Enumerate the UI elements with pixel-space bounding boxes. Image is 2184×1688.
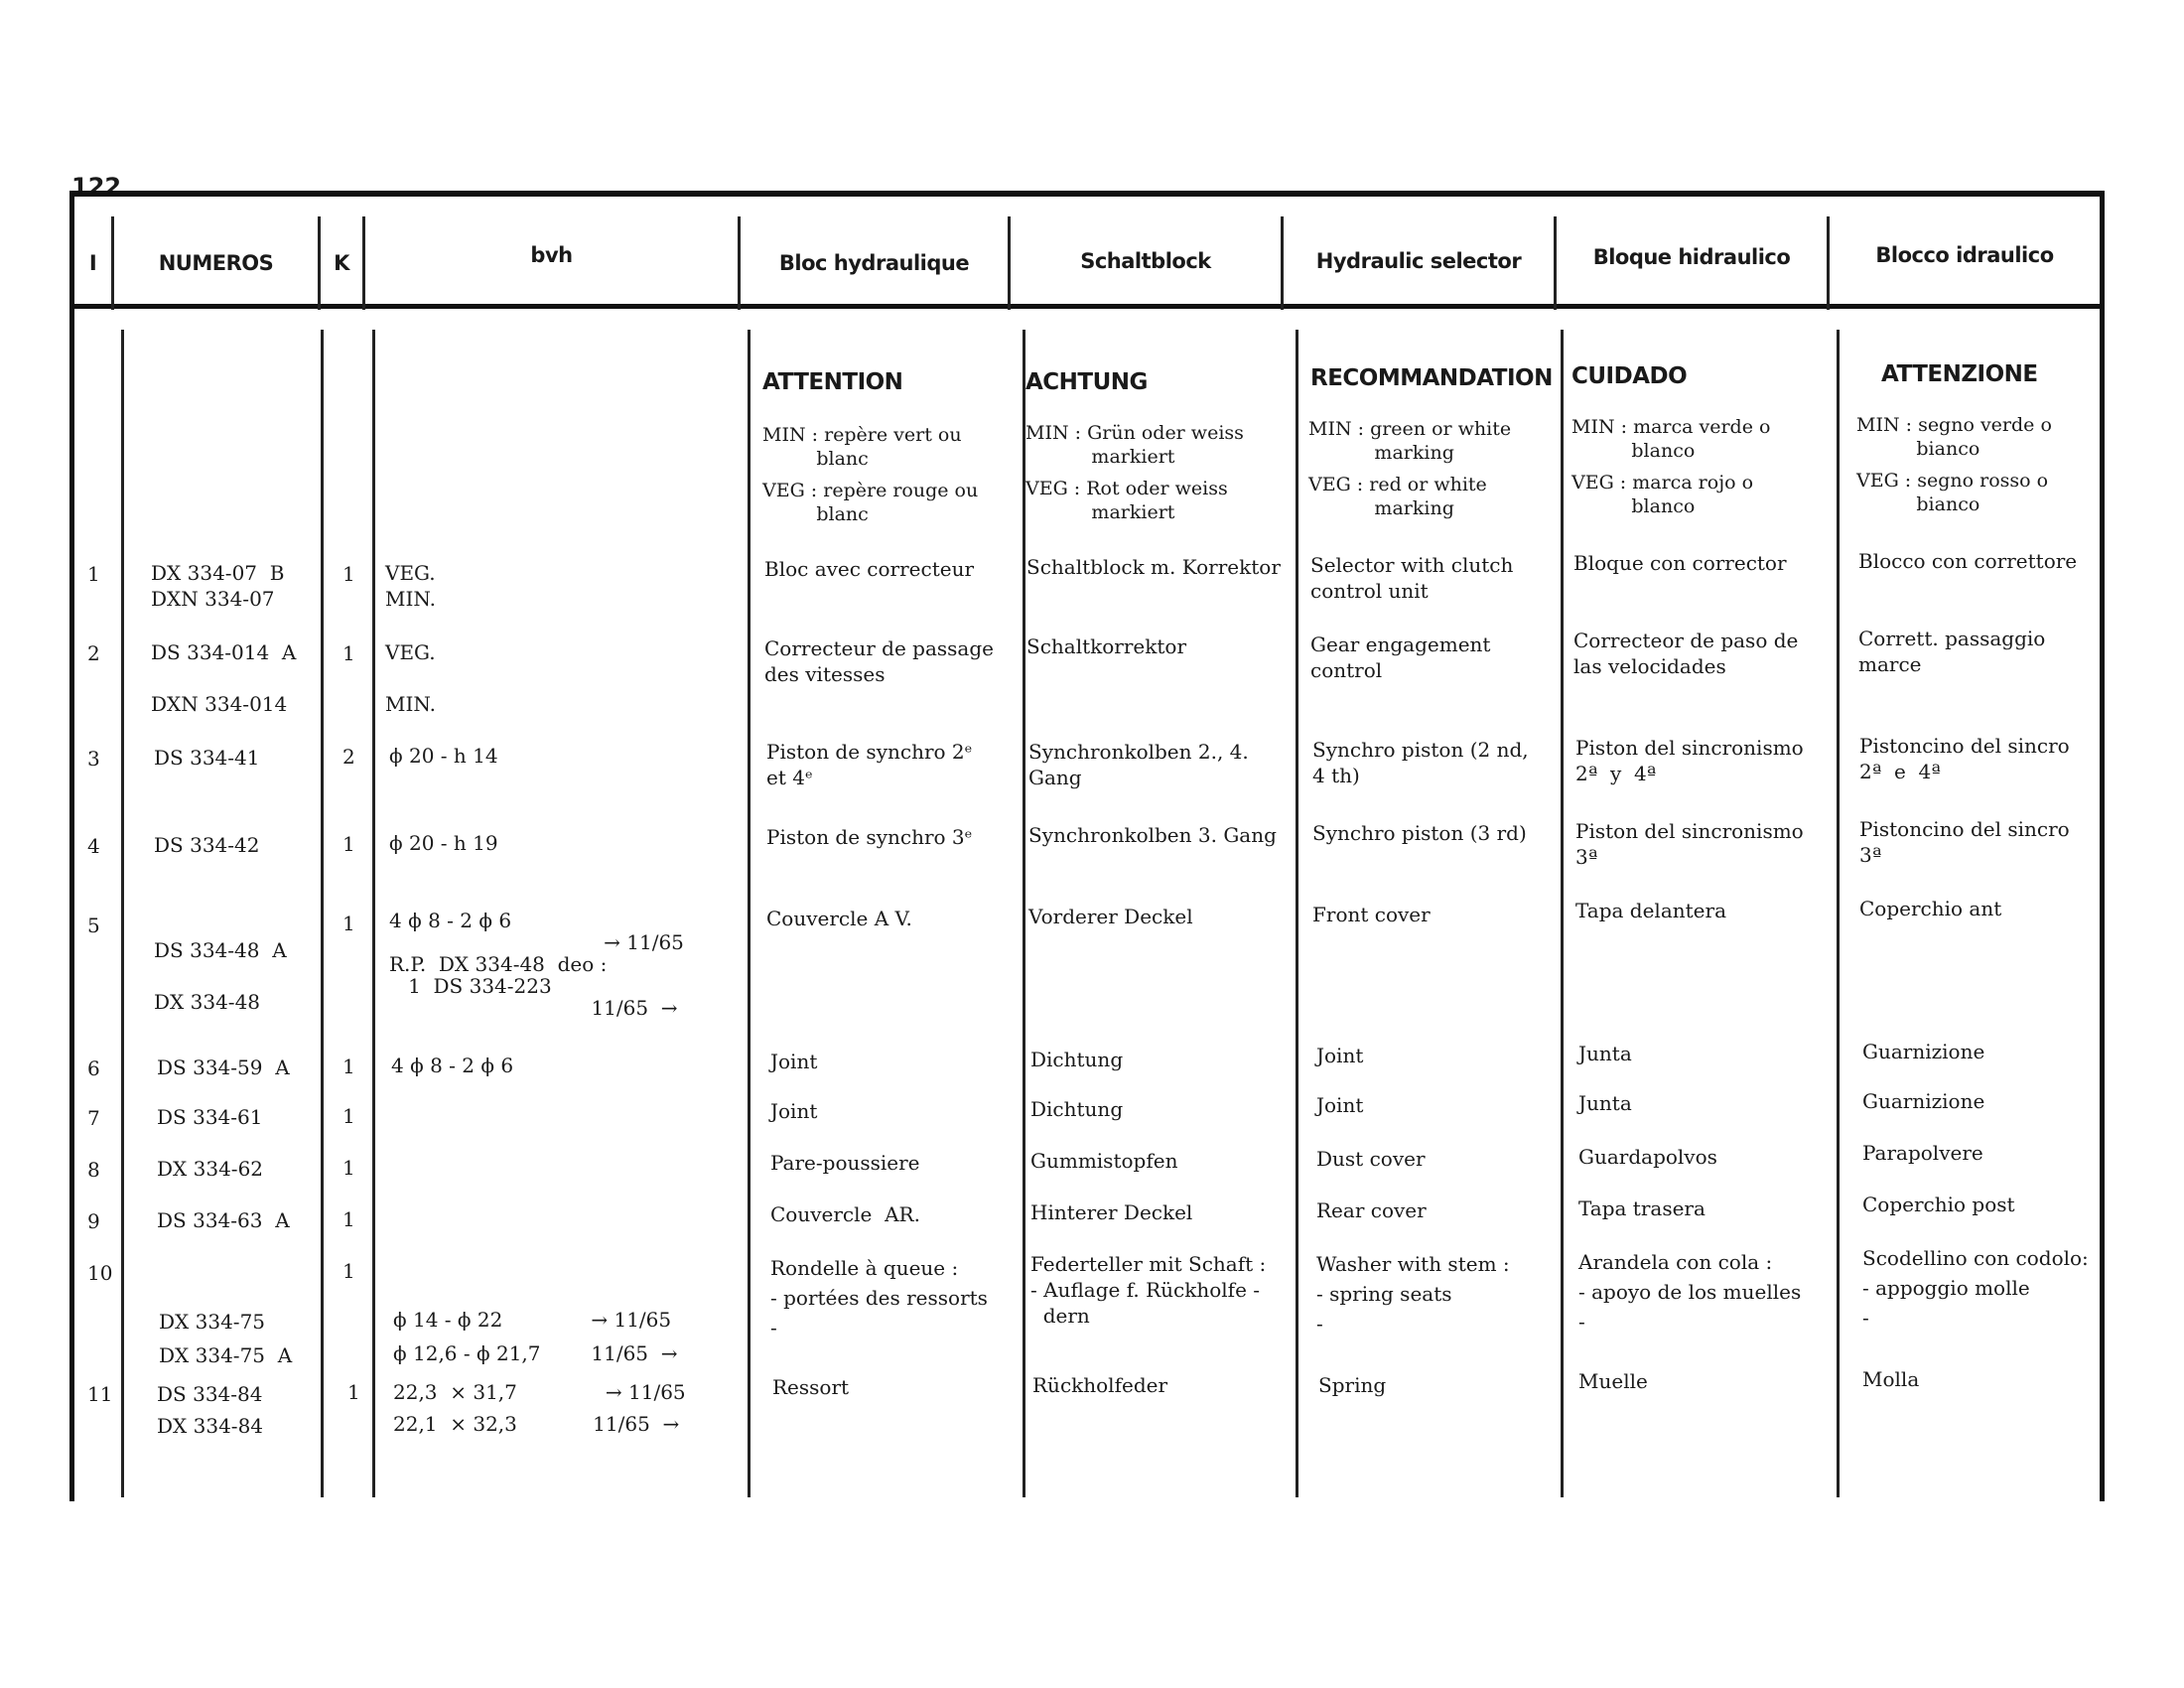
attention-title-de: ACHTUNG	[1025, 369, 1148, 395]
desc-en: Joint	[1316, 1044, 1364, 1067]
desc-fr: Piston de synchro 3ᵉ	[766, 825, 973, 849]
attention-min-it: MIN : segno verde o bianco	[1856, 414, 2052, 460]
page-number: 122	[71, 173, 122, 201]
desc-es: Bloque con corrector	[1573, 551, 1787, 575]
part-number: DS 334-41	[154, 746, 260, 770]
desc-de: Hinterer Deckel	[1030, 1200, 1193, 1224]
column-divider	[321, 330, 324, 1497]
header-es: Bloque hidraulico	[1592, 245, 1791, 269]
part-number: DS 334-61	[157, 1105, 263, 1129]
desc-en: Front cover	[1312, 903, 1431, 926]
desc-it: Blocco con correttore	[1858, 549, 2078, 573]
desc-es: Guardapolvos	[1578, 1145, 1717, 1169]
bvh-value: VEG. MIN.	[385, 561, 436, 611]
header-bvh: bvh	[530, 243, 573, 267]
column-divider	[121, 330, 124, 1497]
bvh-value: ϕ 20 - h 14	[389, 744, 498, 768]
bvh-value: ϕ 20 - h 19	[389, 831, 498, 855]
attention-title-en: RECOMMANDATION	[1310, 365, 1553, 391]
header-it: Blocco idraulico	[1875, 243, 2054, 267]
attention-veg-fr: VEG : repère rouge ou blanc	[762, 480, 979, 525]
desc-en: Spring	[1318, 1373, 1387, 1397]
attention-title-it: ATTENZIONE	[1881, 361, 2038, 387]
row-number: 8	[87, 1158, 100, 1182]
quantity: 2	[342, 745, 355, 769]
bvh-value: 22,3 × 31,7 → 11/65 22,1 × 32,3 11/65 →	[393, 1380, 686, 1436]
desc-it: Scodellino con codolo: - appoggio molle -	[1862, 1246, 2089, 1330]
desc-it: Guarnizione	[1862, 1089, 1985, 1113]
desc-it: Molla	[1862, 1367, 1920, 1391]
desc-fr: Joint	[770, 1050, 818, 1073]
part-number: DS 334-42	[154, 833, 260, 857]
desc-es: Muelle	[1578, 1369, 1648, 1393]
desc-de: Rückholfeder	[1032, 1373, 1168, 1397]
desc-es: Piston del sincronismo 2ª y 4ª	[1575, 736, 1804, 785]
column-divider	[748, 330, 751, 1497]
desc-en: Synchro piston (3 rd)	[1312, 821, 1527, 845]
quantity: 1	[342, 1104, 355, 1128]
header-numeros: NUMEROS	[158, 251, 274, 275]
row-number: 5	[87, 914, 100, 937]
desc-it: Guarnizione	[1862, 1040, 1985, 1063]
quantity: 1	[342, 1207, 355, 1231]
attention-veg-es: VEG : marca rojo o blanco	[1571, 472, 1754, 517]
row-number: 7	[87, 1106, 100, 1130]
header-de: Schaltblock	[1080, 249, 1211, 273]
bvh-value: VEG. MIN.	[385, 640, 436, 716]
attention-min-fr: MIN : repère vert ou blanc	[762, 424, 962, 470]
desc-es: Piston del sincronismo 3ª	[1575, 819, 1804, 869]
part-number: DS 334-84 DX 334-84	[157, 1382, 264, 1438]
desc-fr: Correcteur de passage des vitesses	[764, 636, 994, 686]
desc-it: Pistoncino del sincro 2ª e 4ª	[1859, 734, 2070, 783]
row-number: 2	[87, 641, 100, 665]
part-number: DX 334-75 DX 334-75 A	[159, 1310, 293, 1367]
desc-it: Coperchio ant	[1859, 897, 2002, 920]
bvh-value: 4 ϕ 8 - 2 ϕ 6 → 11/65 R.P. DX 334-48 deo : 1 DS 334-223 11/65 →	[389, 909, 684, 1020]
desc-en: Joint	[1316, 1093, 1364, 1117]
desc-fr: Ressort	[772, 1375, 850, 1399]
quantity: 1	[342, 1156, 355, 1180]
part-number: DS 334-014 A DXN 334-014	[151, 640, 297, 716]
desc-en: Washer with stem : - spring seats -	[1316, 1252, 1510, 1336]
attention-veg-de: VEG : Rot oder weiss markiert	[1025, 478, 1228, 523]
bvh-value: 4 ϕ 8 - 2 ϕ 6	[391, 1054, 514, 1077]
row-number: 1	[87, 562, 100, 586]
attention-min-de: MIN : Grün oder weiss markiert	[1025, 422, 1244, 468]
desc-de: Federteller mit Schaft : - Auflage f. Rückholfe - dern	[1030, 1252, 1267, 1328]
part-number: DS 334-63 A	[157, 1208, 290, 1232]
desc-en: Synchro piston (2 nd, 4 th)	[1312, 738, 1529, 787]
bvh-value: ϕ 14 - ϕ 22 → 11/65 ϕ 12,6 - ϕ 21,7 11/65 →	[393, 1308, 678, 1365]
row-number: 11	[87, 1382, 113, 1406]
desc-en: Dust cover	[1316, 1147, 1426, 1171]
row-number: 6	[87, 1056, 100, 1080]
desc-fr: Pare-poussiere	[770, 1151, 920, 1175]
desc-de: Schaltblock m. Korrektor	[1026, 555, 1281, 579]
desc-fr: Joint	[770, 1099, 818, 1123]
desc-en: Selector with clutch control unit	[1310, 553, 1514, 603]
desc-en: Gear engagement control	[1310, 633, 1491, 682]
row-number: 3	[87, 747, 100, 771]
desc-de: Synchronkolben 2., 4. Gang	[1028, 740, 1249, 789]
column-divider	[1837, 330, 1840, 1497]
quantity: 1	[347, 1380, 360, 1404]
attention-title-es: CUIDADO	[1571, 363, 1688, 389]
desc-es: Tapa delantera	[1575, 899, 1726, 922]
header-divider	[69, 304, 2105, 309]
desc-es: Junta	[1578, 1091, 1632, 1115]
desc-de: Schaltkorrektor	[1026, 634, 1187, 658]
quantity: 1	[342, 1259, 355, 1283]
desc-it: Pistoncino del sincro 3ª	[1859, 817, 2070, 867]
column-divider	[372, 330, 375, 1497]
desc-it: Corrett. passaggio marce	[1858, 627, 2046, 676]
header-k: K	[334, 251, 349, 275]
part-number: DX 334-07 B DXN 334-07	[151, 561, 285, 611]
header-en: Hydraulic selector	[1315, 249, 1522, 273]
row-number: 10	[87, 1261, 113, 1285]
header-index: I	[88, 251, 97, 275]
column-divider	[1561, 330, 1564, 1497]
header-fr: Bloc hydraulique	[778, 251, 970, 275]
row-number: 4	[87, 834, 100, 858]
desc-fr: Rondelle à queue : - portées des ressorts -	[770, 1256, 988, 1339]
attention-veg-it: VEG : segno rosso o bianco	[1856, 470, 2049, 515]
desc-de: Dichtung	[1030, 1097, 1124, 1121]
desc-es: Arandela con cola : - apoyo de los muelles -	[1578, 1250, 1802, 1334]
desc-de: Vorderer Deckel	[1028, 905, 1193, 928]
quantity: 1	[342, 1055, 355, 1078]
attention-min-en: MIN : green or white marking	[1308, 418, 1512, 464]
desc-fr: Piston de synchro 2ᵉ et 4ᵉ	[766, 740, 973, 789]
desc-fr: Bloc avec correcteur	[764, 557, 975, 581]
quantity: 1	[342, 832, 355, 856]
desc-fr: Couvercle AR.	[770, 1202, 920, 1226]
attention-veg-en: VEG : red or white marking	[1308, 474, 1487, 519]
row-number: 9	[87, 1209, 100, 1233]
desc-es: Junta	[1578, 1042, 1632, 1065]
desc-fr: Couvercle A V.	[766, 907, 912, 930]
desc-es: Tapa trasera	[1578, 1196, 1706, 1220]
attention-min-es: MIN : marca verde o blanco	[1571, 416, 1771, 462]
quantity: 1	[342, 641, 355, 665]
desc-es: Correcteor de paso de las velocidades	[1573, 629, 1799, 678]
desc-de: Gummistopfen	[1030, 1149, 1178, 1173]
part-number: DS 334-48 A DX 334-48	[154, 938, 287, 1014]
desc-it: Coperchio post	[1862, 1193, 2015, 1216]
part-number: DX 334-62	[157, 1157, 264, 1181]
column-divider	[1296, 330, 1298, 1497]
desc-de: Dichtung	[1030, 1048, 1124, 1071]
desc-de: Synchronkolben 3. Gang	[1028, 823, 1277, 847]
attention-title-fr: ATTENTION	[762, 369, 903, 395]
quantity: 1	[342, 562, 355, 586]
desc-it: Parapolvere	[1862, 1141, 1983, 1165]
quantity: 1	[342, 912, 355, 935]
desc-en: Rear cover	[1316, 1198, 1427, 1222]
part-number: DS 334-59 A	[157, 1055, 290, 1079]
